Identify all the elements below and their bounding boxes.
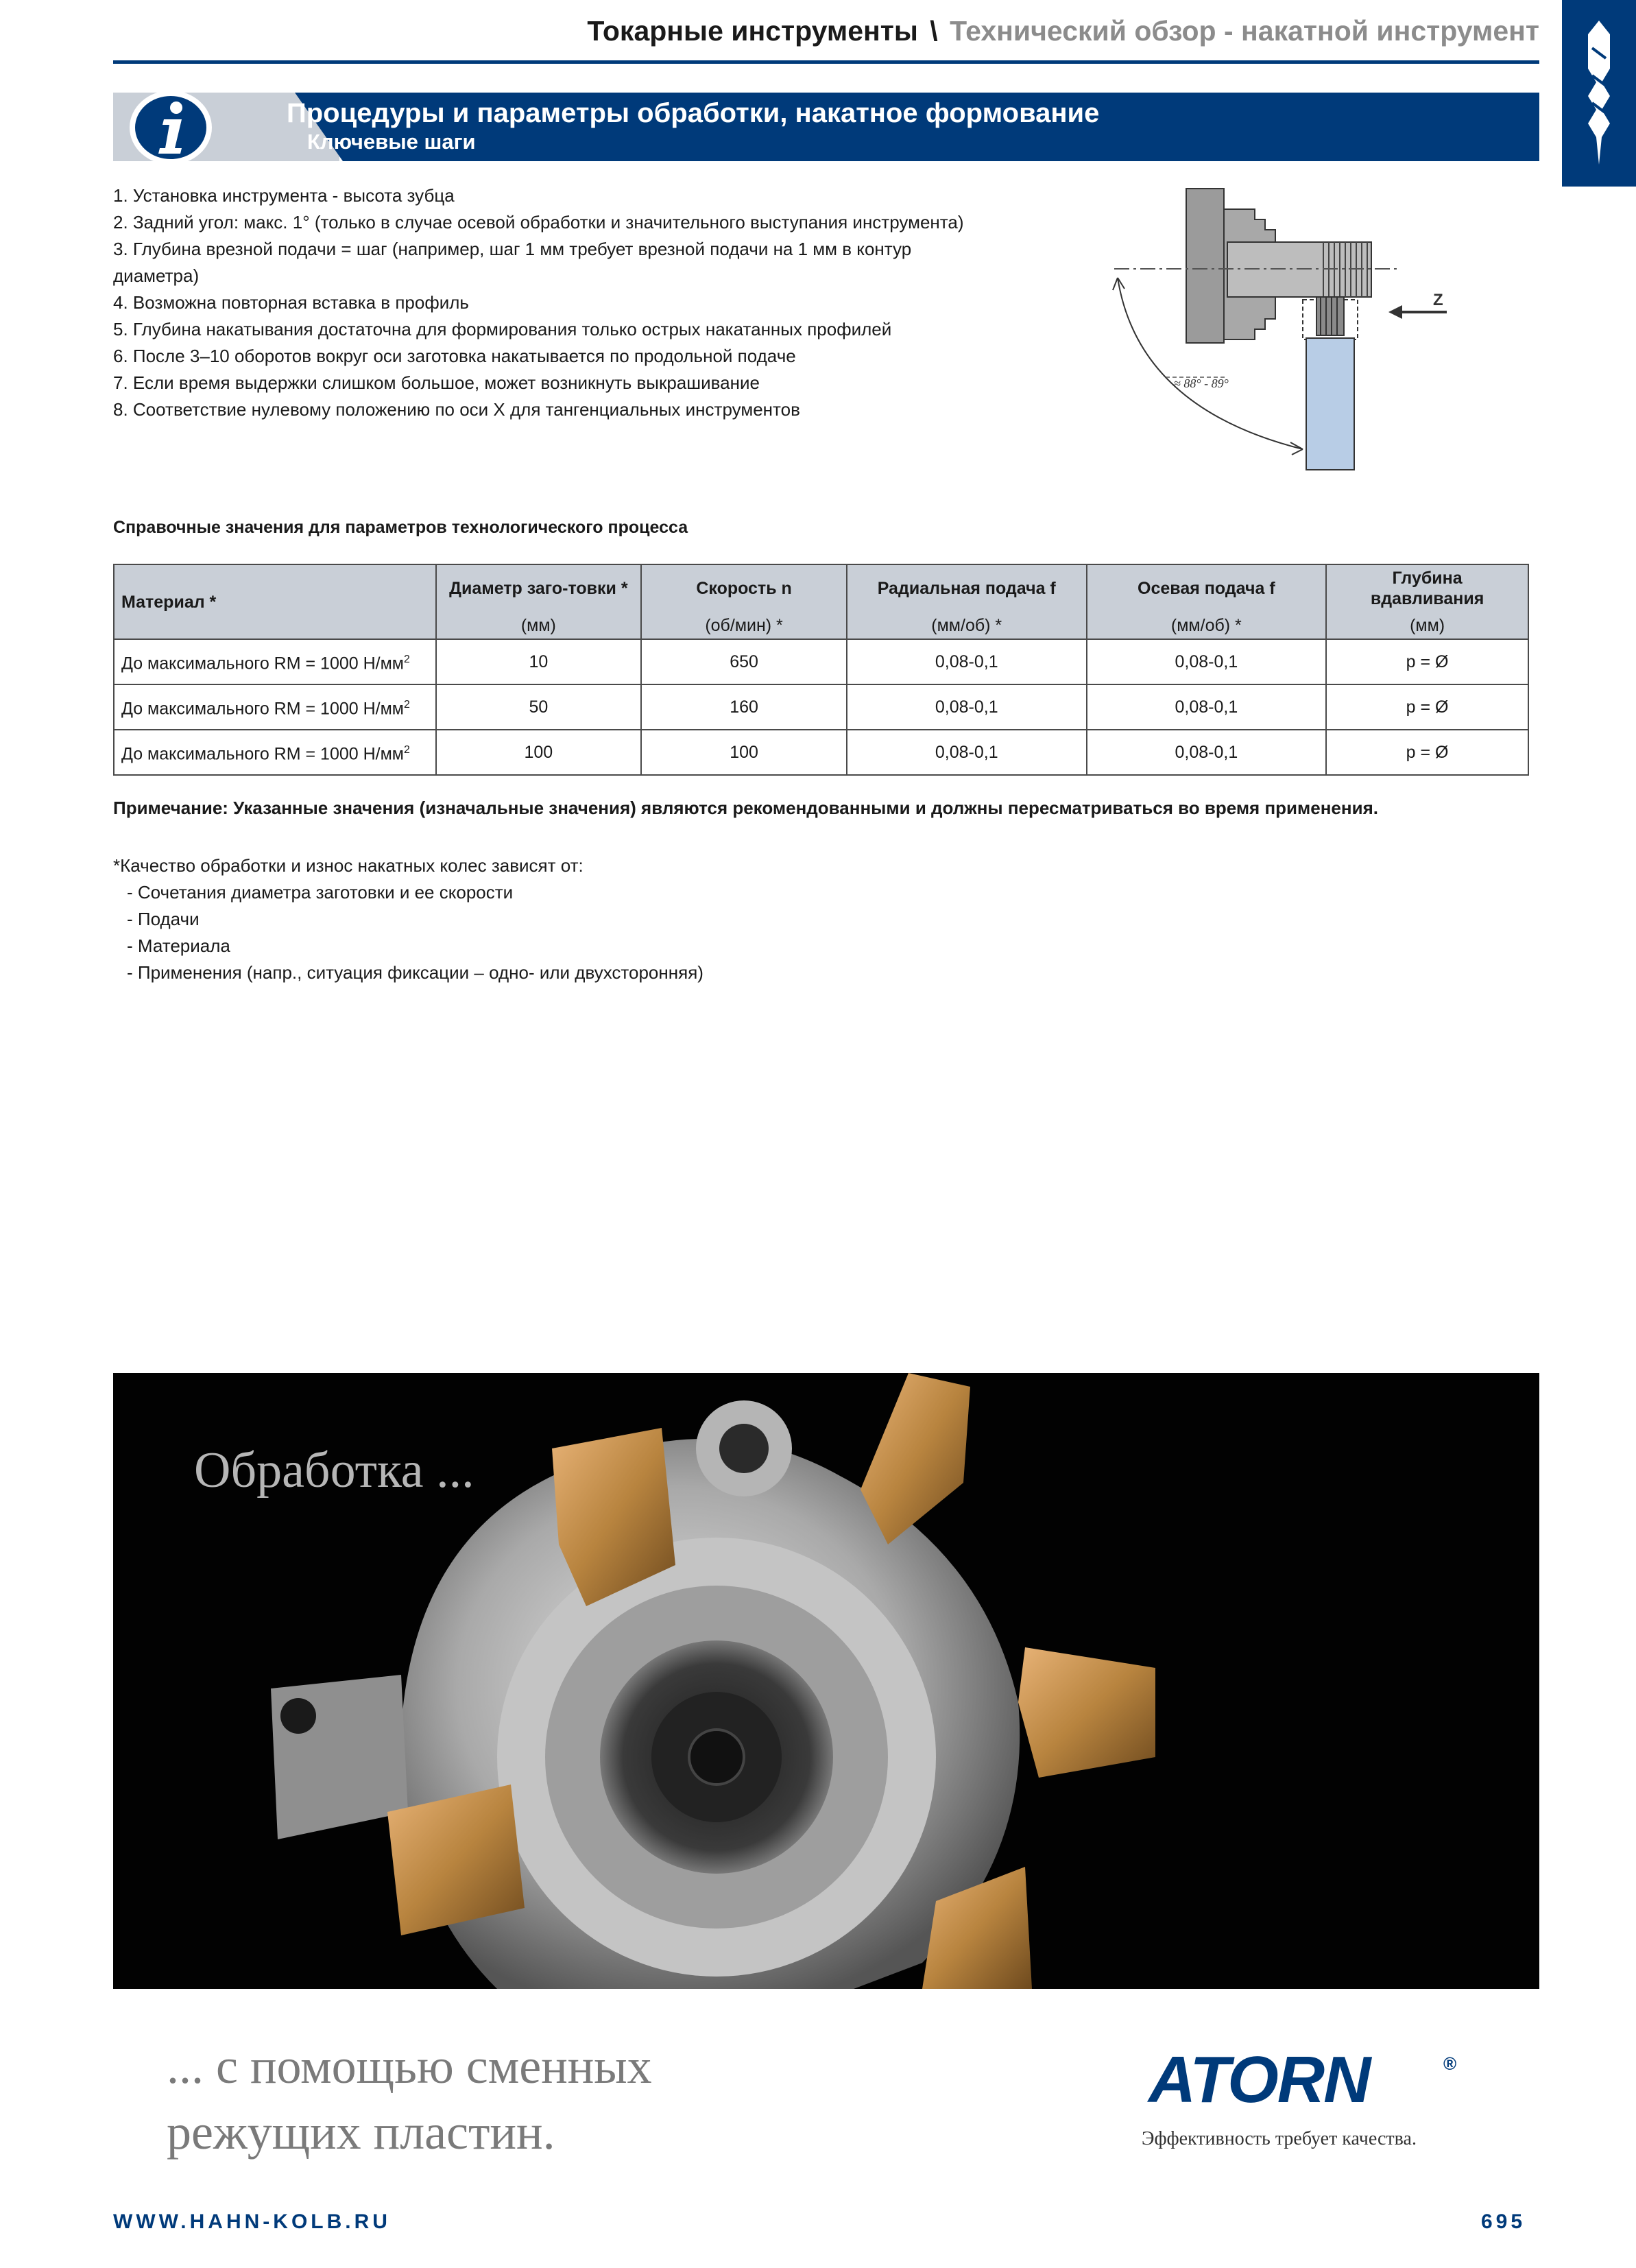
material-cell: До максимального RM = 1000 $Н/мм^2$: [114, 639, 436, 684]
list-item: 2. Задний угол: макс. 1° (только в случае осевой обработки и значительного выступания инструмента): [113, 212, 964, 232]
parameters-table: [113, 564, 1529, 776]
svg-text:®: ®: [1443, 2053, 1457, 2074]
speed-cell: 650: [641, 639, 847, 684]
diameter-cell: 100: [436, 730, 642, 775]
column-header: Глубина вдавливания: [1326, 564, 1528, 612]
material-cell: До максимального RM = 1000 $Н/мм^2$: [114, 684, 436, 730]
ad-slogan: [167, 2033, 652, 2165]
radial-feed-cell: 0,08-0,1: [847, 639, 1087, 684]
atorn-logo: [1142, 2044, 1464, 2119]
z-axis-label: Z: [1433, 291, 1443, 309]
header-subsection: Технический обзор - накатной инструмент: [950, 15, 1539, 47]
note-text: Примечание: Указанные значения (изначальные значения) являются рекомендованными и должны пересматриваться во время применения.: [113, 798, 1378, 818]
header-section: Токарные инструменты: [587, 15, 918, 47]
depth-cell: p = Ø: [1326, 639, 1528, 684]
steps-list: [113, 182, 1059, 423]
footnote: [113, 852, 703, 986]
radial-feed-cell: 0,08-0,1: [847, 730, 1087, 775]
header-separator: \: [930, 15, 938, 47]
ad-slogan-line: ... с помощью сменных: [167, 2039, 652, 2094]
section-title: Процедуры и параметры обработки, накатное формование: [287, 98, 1100, 128]
axial-feed-cell: 0,08-0,1: [1087, 684, 1327, 730]
column-header: Скорость n: [641, 564, 847, 612]
depth-cell: p = Ø: [1326, 730, 1528, 775]
column-unit: (мм): [436, 612, 642, 639]
list-item: - Сочетания диаметра заготовки и ее скорости: [127, 882, 514, 903]
advertisement-image: [113, 1373, 1539, 1989]
table-title: Справочные значения для параметров технологического процесса: [113, 518, 688, 537]
column-header: Радиальная подача f: [847, 564, 1087, 612]
diameter-cell: 10: [436, 639, 642, 684]
list-item: 8. Соответствие нулевому положению по оси X для тангенциальных инструментов: [113, 399, 800, 420]
list-item: 6. После 3–10 оборотов вокруг оси заготовка накатывается по продольной подаче: [113, 346, 796, 366]
list-item: - Материала: [127, 935, 230, 956]
ad-slogan-line: режущих пластин.: [167, 2105, 555, 2160]
header-rule: [113, 60, 1539, 64]
list-item: диаметра): [113, 265, 200, 286]
axial-feed-cell: 0,08-0,1: [1087, 730, 1327, 775]
list-item: 7. Если время выдержки слишком большое, может возникнуть выкрашивание: [113, 372, 760, 393]
axial-feed-cell: 0,08-0,1: [1087, 639, 1327, 684]
list-item: - Применения (напр., ситуация фиксации – одно- или двухсторонняя): [127, 962, 703, 983]
chapter-tab[interactable]: [1562, 0, 1636, 187]
table-row: [114, 730, 1528, 775]
column-header: Осевая подача f: [1087, 564, 1327, 612]
page-header: [113, 15, 1539, 60]
depth-cell: p = Ø: [1326, 684, 1528, 730]
list-item: 1. Установка инструмента - высота зубца: [113, 185, 455, 206]
speed-cell: 100: [641, 730, 847, 775]
drill-icon: [1583, 21, 1615, 165]
section-subtitle: Ключевые шаги: [307, 130, 476, 154]
table-row: [114, 639, 1528, 684]
column-unit: (мм): [1326, 612, 1528, 639]
page-number: 695: [1481, 2210, 1526, 2233]
brand-tagline: Эффективность требует качества.: [1142, 2128, 1417, 2149]
material-cell: До максимального RM = 1000 $Н/мм^2$: [114, 730, 436, 775]
column-header: Диаметр заго-товки *: [436, 564, 642, 612]
diameter-cell: 50: [436, 684, 642, 730]
ad-heading: Обработка ...: [194, 1442, 474, 1499]
footer-url[interactable]: WWW.HAHN-KOLB.RU: [113, 2210, 391, 2233]
column-unit: (мм/об) *: [847, 612, 1087, 639]
radial-feed-cell: 0,08-0,1: [847, 684, 1087, 730]
angle-label: ≈ 88° - 89°: [1174, 377, 1229, 390]
column-header: Материал *: [114, 564, 436, 639]
column-unit: (об/мин) *: [641, 612, 847, 639]
column-unit: (мм/об) *: [1087, 612, 1327, 639]
info-icon: [127, 89, 215, 166]
list-item: 4. Возможна повторная вставка в профиль: [113, 292, 469, 313]
table-row: [114, 684, 1528, 730]
knurling-diagram: [1111, 182, 1481, 477]
svg-text:ATORN: ATORN: [1148, 2044, 1370, 2116]
speed-cell: 160: [641, 684, 847, 730]
footnote-intro: *Качество обработки и износ накатных колес зависят от:: [113, 855, 584, 876]
list-item: 5. Глубина накатывания достаточна для формирования только острых накатанных профилей: [113, 319, 892, 339]
list-item: 3. Глубина врезной подачи = шаг (например, шаг 1 мм требует врезной подачи на 1 мм в контур: [113, 239, 912, 259]
list-item: - Подачи: [127, 909, 200, 929]
